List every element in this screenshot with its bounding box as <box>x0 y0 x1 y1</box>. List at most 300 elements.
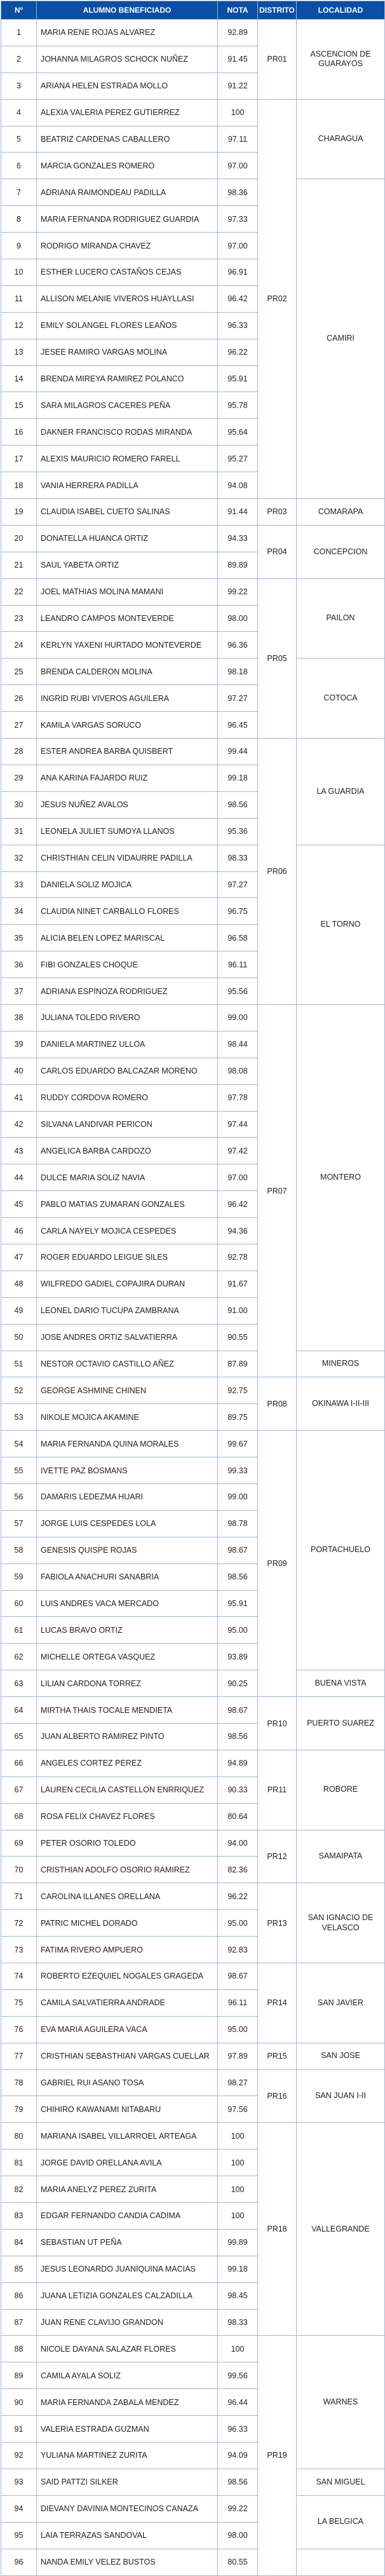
student-grade: 94.33 <box>218 525 258 552</box>
row-number: 39 <box>1 1031 37 1058</box>
row-number: 57 <box>1 1510 37 1537</box>
student-name: MARCIA GONZALES ROMERO <box>37 153 218 179</box>
row-number: 43 <box>1 1138 37 1164</box>
student-name: NICOLE DAYANA SALAZAR FLORES <box>37 2336 218 2362</box>
row-number: 16 <box>1 419 37 446</box>
student-name: DAKNER FRANCISCO RODAS MIRANDA <box>37 419 218 446</box>
row-number: 30 <box>1 791 37 818</box>
student-name: JOSE ANDRES ORTIZ SALVATIERRA <box>37 1324 218 1351</box>
header-student: ALUMNO BENEFICIADO <box>37 1 218 20</box>
student-name: JORGE LUIS CESPEDES LOLA <box>37 1510 218 1537</box>
student-name: MIRTHA THAIS TOCALE MENDIETA <box>37 1697 218 1724</box>
student-grade: 98.18 <box>218 658 258 685</box>
student-grade: 96.36 <box>218 632 258 658</box>
row-number: 23 <box>1 605 37 632</box>
student-grade: 98.56 <box>218 2469 258 2495</box>
row-number: 83 <box>1 2203 37 2230</box>
student-grade: 98.00 <box>218 2522 258 2549</box>
table-row <box>1 1351 385 1377</box>
student-name: SEBASTIAN UT PEÑA <box>37 2229 218 2256</box>
row-number: 15 <box>1 392 37 419</box>
student-grade: 98.08 <box>218 1058 258 1084</box>
student-name: CLAUDIA ISABEL CUETO SALINAS <box>37 499 218 526</box>
student-grade: 95.27 <box>218 446 258 472</box>
student-grade: 98.67 <box>218 1697 258 1724</box>
student-grade: 98.33 <box>218 845 258 871</box>
row-number: 3 <box>1 72 37 99</box>
student-name: CAROLINA ILLANES ORELLANA <box>37 1883 218 1910</box>
row-number: 73 <box>1 1937 37 1963</box>
student-grade: 92.83 <box>218 1937 258 1963</box>
header-row <box>1 1 385 20</box>
student-grade: 100 <box>218 2150 258 2176</box>
student-name: SARA MILAGROS CACERES PEÑA <box>37 392 218 419</box>
student-name: SAUL YABETA ORTIZ <box>37 552 218 578</box>
student-name: MARIA FERNANDA QUINA MORALES <box>37 1431 218 1457</box>
student-grade: 97.27 <box>218 685 258 712</box>
row-number: 80 <box>1 2123 37 2150</box>
locality-cell: ASCENCION DE GUARAYOS <box>297 20 385 100</box>
student-grade: 94.89 <box>218 1750 258 1776</box>
table-row <box>1 525 385 552</box>
table-row <box>1 1883 385 1910</box>
student-grade: 82.36 <box>218 1857 258 1883</box>
row-number: 61 <box>1 1617 37 1644</box>
student-name: LUIS ANDRES VACA MERCADO <box>37 1590 218 1617</box>
locality-cell: BUENA VISTA <box>297 1670 385 1697</box>
table-row <box>1 2069 385 2096</box>
student-grade: 91.00 <box>218 1297 258 1324</box>
row-number: 11 <box>1 285 37 312</box>
student-name: JESEE RAMIRO VARGAS MOLINA <box>37 339 218 365</box>
row-number: 6 <box>1 153 37 179</box>
locality-cell: SAN JAVIER <box>297 1963 385 2043</box>
student-name: SILVANA LANDIVAR PERICON <box>37 1111 218 1138</box>
student-name: RODRIGO MIRANDA CHAVEZ <box>37 233 218 259</box>
student-name: KAMILA VARGAS SORUCO <box>37 712 218 739</box>
student-grade: 99.67 <box>218 1431 258 1457</box>
student-grade: 97.44 <box>218 1111 258 1138</box>
student-name: LAUREN CECILIA CASTELLON ENRRIQUEZ <box>37 1776 218 1803</box>
student-name: PETER OSORIO TOLEDO <box>37 1830 218 1857</box>
student-name: DANIELA SOLIZ MOJICA <box>37 871 218 898</box>
student-name: EDGAR FERNANDO CANDIA CADIMA <box>37 2203 218 2230</box>
student-name: NESTOR OCTAVIO CASTILLO AÑEZ <box>37 1351 218 1377</box>
locality-cell <box>297 2549 385 2575</box>
row-number: 89 <box>1 2362 37 2389</box>
student-name: ANGELICA BARBA CARDOZO <box>37 1138 218 1164</box>
table-row <box>1 1963 385 1990</box>
student-name: JUAN RENE CLAVIJO GRANDON <box>37 2309 218 2336</box>
student-name: FATIMA RIVERO AMPUERO <box>37 1937 218 1963</box>
student-name: FIBI GONZALES CHOQUE <box>37 951 218 978</box>
student-grade: 98.36 <box>218 179 258 206</box>
district-cell: PR10 <box>258 1697 297 1750</box>
student-grade: 95.78 <box>218 392 258 419</box>
locality-cell: CONCEPCION <box>297 525 385 578</box>
student-name: DULCE MARIA SOLIZ NAVIA <box>37 1164 218 1191</box>
table-row <box>1 1431 385 1457</box>
student-grade: 96.45 <box>218 712 258 739</box>
district-cell: PR15 <box>258 2043 297 2069</box>
header-district: DISTRITO <box>258 1 297 20</box>
table-row <box>1 179 385 206</box>
table-row <box>1 2495 385 2522</box>
table-row <box>1 1377 385 1404</box>
student-grade: 95.00 <box>218 1617 258 1644</box>
student-grade: 97.11 <box>218 126 258 153</box>
table-row <box>1 1750 385 1776</box>
student-name: CHIHIRO KAWANAMI NITABARU <box>37 2096 218 2123</box>
district-cell: PR04 <box>258 525 297 578</box>
district-cell: PR02 <box>258 99 297 498</box>
student-name: FABIOLA ANACHURI SANABRIA <box>37 1564 218 1590</box>
student-name: LILIAN CARDONA TORREZ <box>37 1670 218 1697</box>
student-name: JESUS LEONARDO JUANIQUINA MACIAS <box>37 2256 218 2282</box>
row-number: 29 <box>1 765 37 791</box>
table-row <box>1 2123 385 2150</box>
table-row <box>1 2469 385 2495</box>
student-name: ADRIANA RAIMONDEAU PADILLA <box>37 179 218 206</box>
student-grade: 99.56 <box>218 2362 258 2389</box>
row-number: 74 <box>1 1963 37 1990</box>
student-grade: 87.89 <box>218 1351 258 1377</box>
student-name: CAMILA SALVATIERRA ANDRADE <box>37 1989 218 2016</box>
row-number: 27 <box>1 712 37 739</box>
student-grade: 95.36 <box>218 818 258 845</box>
student-name: JULIANA TOLEDO RIVERO <box>37 1004 218 1031</box>
district-cell: PR07 <box>258 1004 297 1377</box>
row-number: 44 <box>1 1164 37 1191</box>
row-number: 72 <box>1 1910 37 1937</box>
row-number: 9 <box>1 233 37 259</box>
student-name: ALICIA BELEN LOPEZ MARISCAL <box>37 925 218 951</box>
student-name: BEATRIZ CARDENAS CABALLERO <box>37 126 218 153</box>
student-name: DONATELLA HUANCA ORTIZ <box>37 525 218 552</box>
student-name: CRISTHIAN ADOLFO OSORIO RAMIREZ <box>37 1857 218 1883</box>
row-number: 53 <box>1 1404 37 1431</box>
table-row <box>1 2336 385 2362</box>
student-grade: 100 <box>218 2176 258 2203</box>
student-grade: 91.45 <box>218 46 258 72</box>
row-number: 8 <box>1 206 37 233</box>
student-name: GABRIEL RUI ASANO TOSA <box>37 2069 218 2096</box>
row-number: 64 <box>1 1697 37 1724</box>
locality-cell: SAN IGNACIO DE VELASCO <box>297 1883 385 1963</box>
student-grade: 99.22 <box>218 2495 258 2522</box>
student-grade: 90.25 <box>218 1670 258 1697</box>
student-grade: 99.00 <box>218 1004 258 1031</box>
student-name: BRENDA MIREYA RAMIREZ POLANCO <box>37 365 218 392</box>
student-grade: 97.33 <box>218 206 258 233</box>
student-grade: 96.42 <box>218 1191 258 1218</box>
row-number: 45 <box>1 1191 37 1218</box>
student-grade: 95.64 <box>218 419 258 446</box>
row-number: 40 <box>1 1058 37 1084</box>
locality-cell: CHARAGUA <box>297 99 385 179</box>
student-name: CRISTHIAN SEBASTHIAN VARGAS CUELLAR <box>37 2043 218 2069</box>
row-number: 21 <box>1 552 37 578</box>
student-name: NANDA EMILY VELEZ BUSTOS <box>37 2549 218 2575</box>
row-number: 78 <box>1 2069 37 2096</box>
table-row <box>1 578 385 605</box>
student-grade: 98.56 <box>218 791 258 818</box>
row-number: 34 <box>1 898 37 925</box>
student-grade: 96.75 <box>218 898 258 925</box>
student-name: EMILY SOLANGEL FLORES LEAÑOS <box>37 312 218 339</box>
student-name: ANGELES CORTEZ PEREZ <box>37 1750 218 1776</box>
locality-cell: WARNES <box>297 2336 385 2469</box>
row-number: 79 <box>1 2096 37 2123</box>
row-number: 19 <box>1 499 37 526</box>
student-name: LEONEL DARIO TUCUPA ZAMBRANA <box>37 1297 218 1324</box>
row-number: 13 <box>1 339 37 365</box>
student-name: ADRIANA ESPINOZA RODRIGUEZ <box>37 978 218 1005</box>
row-number: 77 <box>1 2043 37 2069</box>
locality-cell: PORTACHUELO <box>297 1431 385 1670</box>
locality-cell: COMARAPA <box>297 499 385 526</box>
row-number: 2 <box>1 46 37 72</box>
student-grade: 98.78 <box>218 1510 258 1537</box>
student-name: ESTER ANDREA BARBA QUISBERT <box>37 739 218 765</box>
row-number: 20 <box>1 525 37 552</box>
student-name: PATRIC MICHEL DORADO <box>37 1910 218 1937</box>
district-cell: PR12 <box>258 1830 297 1883</box>
student-grade: 97.42 <box>218 1138 258 1164</box>
row-number: 49 <box>1 1297 37 1324</box>
student-grade: 100 <box>218 2336 258 2362</box>
locality-cell: EL TORNO <box>297 845 385 1004</box>
district-cell: PR16 <box>258 2069 297 2123</box>
student-name: JOHANNA MILAGROS SCHOCK NUÑEZ <box>37 46 218 72</box>
row-number: 17 <box>1 446 37 472</box>
row-number: 96 <box>1 2549 37 2575</box>
student-grade: 92.89 <box>218 20 258 46</box>
row-number: 18 <box>1 472 37 499</box>
row-number: 90 <box>1 2389 37 2416</box>
row-number: 52 <box>1 1377 37 1404</box>
row-number: 14 <box>1 365 37 392</box>
row-number: 68 <box>1 1803 37 1830</box>
student-grade: 100 <box>218 2123 258 2150</box>
row-number: 70 <box>1 1857 37 1883</box>
row-number: 66 <box>1 1750 37 1776</box>
row-number: 5 <box>1 126 37 153</box>
row-number: 56 <box>1 1483 37 1510</box>
row-number: 32 <box>1 845 37 871</box>
student-grade: 100 <box>218 99 258 126</box>
student-grade: 97.27 <box>218 871 258 898</box>
row-number: 37 <box>1 978 37 1005</box>
student-name: VANIA HERRERA PADILLA <box>37 472 218 499</box>
locality-cell: LA BELGICA <box>297 2495 385 2549</box>
row-number: 91 <box>1 2416 37 2443</box>
student-name: ESTHER LUCERO CASTAÑOS CEJAS <box>37 259 218 286</box>
row-number: 82 <box>1 2176 37 2203</box>
student-name: CARLOS EDUARDO BALCAZAR MORENO <box>37 1058 218 1084</box>
row-number: 7 <box>1 179 37 206</box>
student-name: INGRID RUBI VIVEROS AGUILERA <box>37 685 218 712</box>
row-number: 59 <box>1 1564 37 1590</box>
student-grade: 91.22 <box>218 72 258 99</box>
student-name: NIKOLE MOJICA AKAMINE <box>37 1404 218 1431</box>
student-name: MARIA ANELYZ PEREZ ZURITA <box>37 2176 218 2203</box>
student-grade: 89.75 <box>218 1404 258 1431</box>
student-name: VALERIA ESTRADA GUZMAN <box>37 2416 218 2443</box>
student-grade: 95.56 <box>218 978 258 1005</box>
student-name: MARIA RENE ROJAS ALVAREZ <box>37 20 218 46</box>
locality-cell: ROBORE <box>297 1750 385 1830</box>
row-number: 84 <box>1 2229 37 2256</box>
student-grade: 80.64 <box>218 1803 258 1830</box>
student-name: CARLA NAYELY MOJICA CESPEDES <box>37 1218 218 1244</box>
student-grade: 96.33 <box>218 312 258 339</box>
district-cell: PR19 <box>258 2336 297 2575</box>
student-name: GEORGE ASHMINE CHINEN <box>37 1377 218 1404</box>
student-name: JUANA LETIZIA GONZALES CALZADILLA <box>37 2282 218 2309</box>
locality-cell: SAN JOSE <box>297 2043 385 2069</box>
locality-cell: MONTERO <box>297 1004 385 1351</box>
table-row <box>1 658 385 685</box>
row-number: 42 <box>1 1111 37 1138</box>
student-grade: 97.00 <box>218 153 258 179</box>
student-name: LAIA TERRAZAS SANDOVAL <box>37 2522 218 2549</box>
student-grade: 92.75 <box>218 1377 258 1404</box>
student-grade: 89.89 <box>218 552 258 578</box>
locality-cell: PAILON <box>297 578 385 658</box>
student-grade: 96.33 <box>218 2416 258 2443</box>
student-name: WILFREDO GADIEL COPAJIRA DURAN <box>37 1271 218 1297</box>
table-row <box>1 2043 385 2069</box>
student-grade: 96.22 <box>218 339 258 365</box>
student-name: LUCAS BRAVO ORTIZ <box>37 1617 218 1644</box>
district-cell: PR06 <box>258 739 297 1005</box>
student-grade: 95.91 <box>218 1590 258 1617</box>
student-name: DAMARIS LEDEZMA HUARI <box>37 1483 218 1510</box>
student-name: MARIANA ISABEL VILLARROEL ARTEAGA <box>37 2123 218 2150</box>
student-grade: 96.91 <box>218 259 258 286</box>
student-name: MICHELLE ORTEGA VASQUEZ <box>37 1644 218 1670</box>
student-grade: 96.58 <box>218 925 258 951</box>
student-name: BRENDA CALDERON MOLINA <box>37 658 218 685</box>
student-grade: 96.11 <box>218 1989 258 2016</box>
student-name: JUAN ALBERTO RAMIREZ PINTO <box>37 1724 218 1750</box>
student-name: SAID PATTZI SILKER <box>37 2469 218 2495</box>
row-number: 93 <box>1 2469 37 2495</box>
student-name: MARIA FERNANDA RODRIGUEZ GUARDIA <box>37 206 218 233</box>
student-grade: 93.89 <box>218 1644 258 1670</box>
student-grade: 96.42 <box>218 285 258 312</box>
student-name: DIEVANY DAVINIA MONTECINOS CANAZA <box>37 2495 218 2522</box>
locality-cell: CAMIRI <box>297 179 385 499</box>
row-number: 26 <box>1 685 37 712</box>
row-number: 31 <box>1 818 37 845</box>
row-number: 60 <box>1 1590 37 1617</box>
student-grade: 97.00 <box>218 1164 258 1191</box>
table-row <box>1 1004 385 1031</box>
row-number: 48 <box>1 1271 37 1297</box>
student-grade: 97.89 <box>218 2043 258 2069</box>
student-grade: 94.08 <box>218 472 258 499</box>
student-name: ALEXIS MAURICIO ROMERO FARELL <box>37 446 218 472</box>
student-grade: 99.18 <box>218 765 258 791</box>
locality-cell: PUERTO SUAREZ <box>297 1697 385 1750</box>
student-grade: 98.00 <box>218 605 258 632</box>
row-number: 41 <box>1 1084 37 1111</box>
student-name: ALEXIA VALERIA PEREZ GUTIERREZ <box>37 99 218 126</box>
table-row <box>1 1830 385 1857</box>
student-grade: 94.09 <box>218 2443 258 2469</box>
district-cell: PR14 <box>258 1963 297 2043</box>
student-name: EVA MARIA AGUILERA VACA <box>37 2016 218 2043</box>
student-grade: 97.56 <box>218 2096 258 2123</box>
row-number: 94 <box>1 2495 37 2522</box>
row-number: 95 <box>1 2522 37 2549</box>
table-row <box>1 20 385 46</box>
table-row <box>1 1697 385 1724</box>
row-number: 1 <box>1 20 37 46</box>
table-row <box>1 845 385 871</box>
student-name: ARIANA HELEN ESTRADA MOLLO <box>37 72 218 99</box>
district-cell: PR01 <box>258 20 297 100</box>
student-grade: 94.36 <box>218 1218 258 1244</box>
student-name: PABLO MATIAS ZUMARAN GONZALES <box>37 1191 218 1218</box>
locality-cell: LA GUARDIA <box>297 739 385 845</box>
row-number: 55 <box>1 1457 37 1484</box>
student-grade: 98.67 <box>218 1963 258 1990</box>
student-grade: 96.11 <box>218 951 258 978</box>
student-grade: 91.44 <box>218 499 258 526</box>
row-number: 36 <box>1 951 37 978</box>
locality-cell: SAMAIPATA <box>297 1830 385 1883</box>
student-grade: 99.33 <box>218 1457 258 1484</box>
student-grade: 98.27 <box>218 2069 258 2096</box>
header-grade: NOTA <box>218 1 258 20</box>
locality-cell: SAN JUAN I-II <box>297 2069 385 2123</box>
student-grade: 98.44 <box>218 1031 258 1058</box>
row-number: 46 <box>1 1218 37 1244</box>
district-cell: PR05 <box>258 578 297 738</box>
student-name: LEANDRO CAMPOS MONTEVERDE <box>37 605 218 632</box>
row-number: 54 <box>1 1431 37 1457</box>
district-cell: PR03 <box>258 499 297 526</box>
row-number: 62 <box>1 1644 37 1670</box>
student-grade: 91.67 <box>218 1271 258 1297</box>
row-number: 35 <box>1 925 37 951</box>
row-number: 12 <box>1 312 37 339</box>
student-name: CHRISTHIAN CELIN VIDAURRE PADILLA <box>37 845 218 871</box>
beneficiaries-table <box>1 1 385 2576</box>
student-grade: 98.56 <box>218 1564 258 1590</box>
table-row <box>1 2549 385 2575</box>
row-number: 69 <box>1 1830 37 1857</box>
student-grade: 94.00 <box>218 1830 258 1857</box>
student-name: IVETTE PAZ BOSMANS <box>37 1457 218 1484</box>
row-number: 22 <box>1 578 37 605</box>
district-cell: PR13 <box>258 1883 297 1963</box>
student-grade: 95.91 <box>218 365 258 392</box>
locality-cell: OKINAWA I-II-III <box>297 1377 385 1431</box>
student-grade: 99.22 <box>218 578 258 605</box>
row-number: 75 <box>1 1989 37 2016</box>
student-grade: 96.44 <box>218 2389 258 2416</box>
row-number: 10 <box>1 259 37 286</box>
student-grade: 92.78 <box>218 1244 258 1271</box>
row-number: 4 <box>1 99 37 126</box>
row-number: 88 <box>1 2336 37 2362</box>
table-row <box>1 739 385 765</box>
row-number: 92 <box>1 2443 37 2469</box>
